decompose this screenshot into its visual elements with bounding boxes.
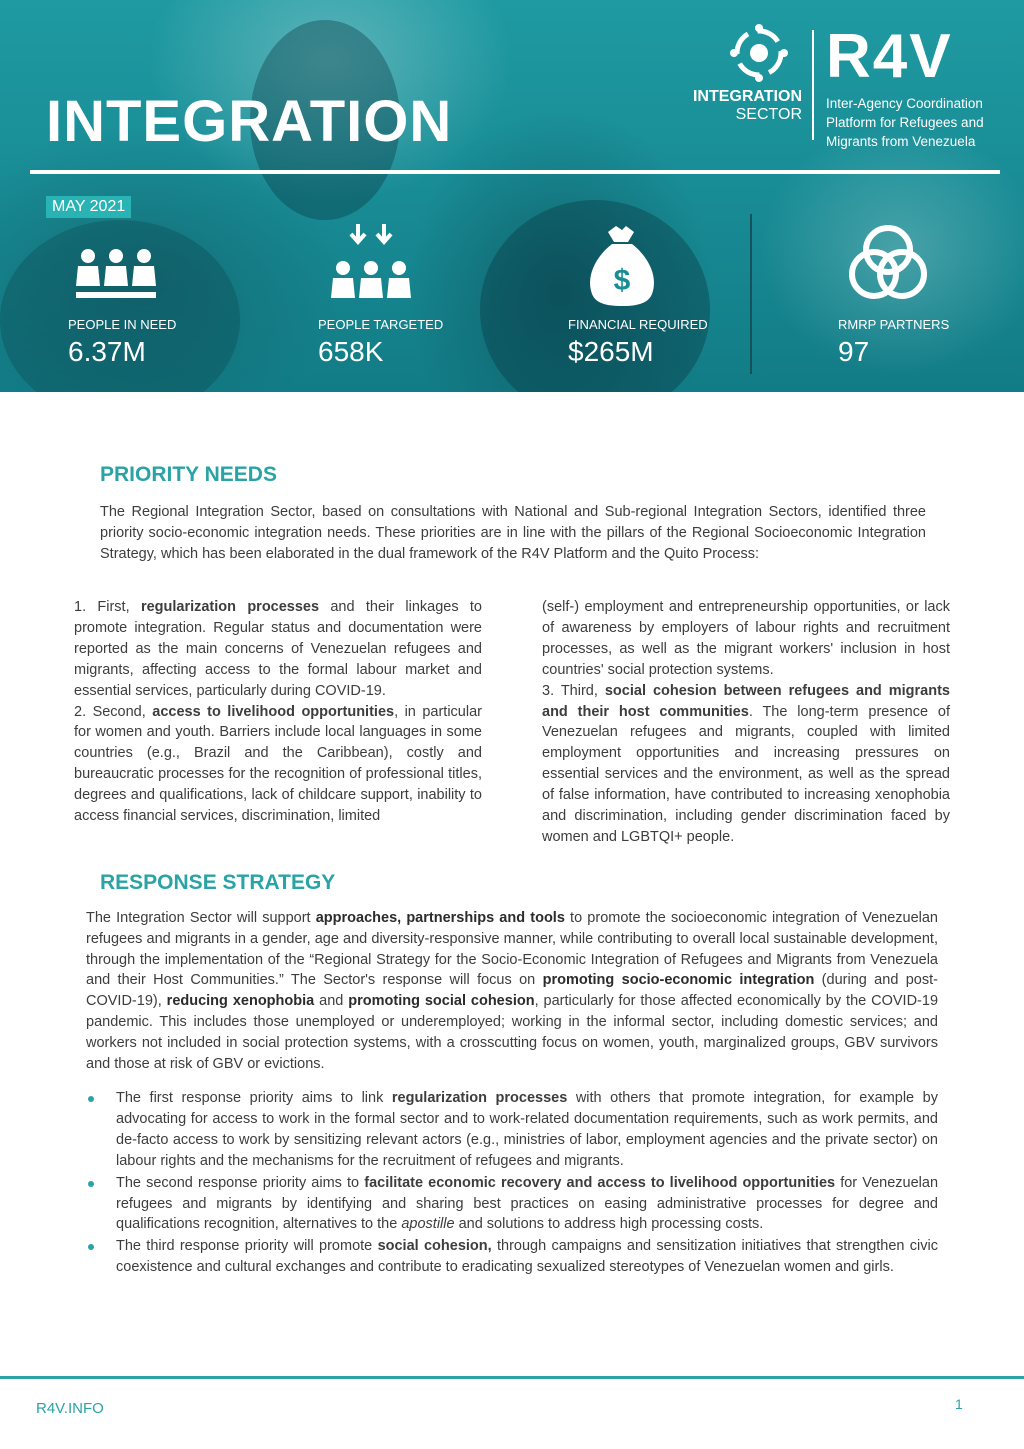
text-run: and their linkages to promote integration. Regular status and documentation were reported as the main concerns of Venezuelan refugees and migrants, affecting access to the formal labour market and essential services, particularly during COVID-19. [74,599,482,699]
response-strategy-heading: RESPONSE STRATEGY [100,871,336,894]
text-run: and solutions to address high processing costs. [454,1216,764,1233]
text-run-bold: access to livelihood opportunities [152,703,395,720]
response-priorities-list [86,1088,938,1279]
title-divider [30,170,1000,174]
list-item [86,1173,938,1236]
kpi-label: RMRP PARTNERS [838,317,950,332]
priority-need-2-continued: (self-) employment and entrepreneurship opportunities, or lack of awareness by employers of labour rights and recruitment processes, as well as the migrant workers' inclusion in host countries' social protection systems. [542,599,950,678]
text-run-bold: social cohesion between refugees and migrants and their host communities [542,682,950,720]
footer-site-link[interactable]: R4V.INFO [36,1400,104,1417]
text-run-bold: approaches, partnerships and tools [315,910,565,926]
text-run: 1. First, [74,599,141,615]
text-run: , in particular for women and youth. Barriers include local languages in some countries (e.g., Brazil and the Caribbean), costly and bureaucratic processes for the recognition of professional titles, degrees and qualifications, lack of childcare support, inability to access financial services, discrimination, limited [74,703,482,825]
r4v-logo-block [826,22,1006,151]
kpi-divider [750,214,752,374]
r4v-logo: R4V [826,22,953,91]
sector-name: INTEGRATION [692,88,802,105]
r4v-description [826,94,1006,151]
bullet-icon [88,1244,94,1250]
text-run: 2. Second, [74,703,153,720]
svg-text:$: $ [613,264,631,297]
text-run-bold: reducing xenophobia [166,993,315,1010]
priority-needs-heading: PRIORITY NEEDS [100,463,277,486]
text-run: through campaigns and sensitization initiatives that strengthen civic coexistence and cultural exchanges and contribute to eradicating sexualized stereotypes of Venezuelan women and girls. [116,1238,938,1276]
text-run-bold: regularization processes [140,599,320,615]
text-run: 3. Third, [542,682,605,699]
text-run: (during and post-COVID-19), [86,972,938,1010]
text-run-bold: social cohesion, [377,1238,492,1255]
list-item [86,1236,938,1278]
text-run: The third response priority will promote [116,1238,378,1255]
text-run: with others that promote integration, for example by advocating for access to work in the formal sector and to work-related documentation requirements, such as work permits, and de-facto access to work by sensitizing relevant actors (e.g., ministries of labor, employment agencies and the private sector) on labour rights and the mechanisms for the recruitment of refugees and migrants. [116,1090,938,1169]
response-intro [86,908,938,1074]
kpi-people-targeted [318,218,443,368]
priority-column-right [542,597,950,848]
kpi-value: 97 [838,336,870,367]
text-run-bold: promoting social cohesion [348,993,535,1010]
text-run: The first response priority aims to link [116,1090,392,1106]
priority-column-left [74,597,482,827]
r4v-description-line: Platform for Refugees and [826,115,984,130]
text-run-bold: regularization processes [391,1090,568,1106]
text-run: for Venezuelan refugees and migrants by identifying and sharing best practices on easing administrative processes for degree and qualifications recognition, alternatives to the [116,1174,939,1233]
sector-logo [690,22,802,124]
text-run-italic: apostille [401,1216,455,1233]
date-badge: MAY 2021 [46,196,131,218]
list-item [86,1088,938,1172]
kpi-label: PEOPLE IN NEED [68,317,177,332]
logo-divider [812,30,814,140]
kpi-value: $265M [568,336,654,367]
text-run: to promote the socioeconomic integration of Venezuelan refugees and migrants in a gender, age and diversity-responsive manner, while contributing to overall local sustainable development, through the implementation of the “Regional Strategy for the Socio-Economic Integration of Refugees and Migrants from Venezuela and their Host Communities.” The Sector's response will focus on [86,910,938,989]
priority-need-2 [74,702,482,827]
bullet-icon [88,1096,94,1102]
text-run: The second response priority aims to [116,1174,365,1191]
sector-subtitle: SECTOR [735,106,802,123]
integration-sector-icon [728,22,790,84]
kpi-value: 658K [318,336,384,367]
text-run-bold: promoting socio-economic integration [542,972,815,989]
page-number: 1 [955,1396,963,1412]
text-run: The Integration Sector will support [86,910,316,926]
text-run: . The long-term presence of Venezuelan refugees and migrants, coupled with limited employment opportunities and increasing pressures on essential services and the environment, as well as the spread of false information, have contributed to increasing xenophobia and discrimination, including gender discrimination faced by women and LGBTQI+ people. [542,703,950,845]
text-run-bold: facilitate economic recovery and access to livelihood opportunities [364,1174,836,1191]
text-run: and [314,993,349,1010]
priority-need-1 [74,597,482,702]
r4v-description-line: Inter-Agency Coordination [826,96,983,111]
kpi-value: 6.37M [68,336,146,367]
kpi-label: FINANCIAL REQUIRED [568,317,708,332]
text-run: , particularly for those affected economically by the COVID-19 pandemic. This includes those unemployed or underemployed; working in the informal sector, including domestic services; and workers not included in social protection systems, with a crosscutting focus on women, youth, marginalized groups, GBV survivors and those at risk of GBV or evictions. [86,993,939,1072]
r4v-description-line: Migrants from Venezuela [826,134,976,149]
header-banner [0,0,1024,392]
people-group-icon [68,218,168,313]
kpi-financial-required [568,218,708,368]
priority-intro: The Regional Integration Sector, based on consultations with National and Sub-regional Integration Sectors, identified three priority socio-economic integration needs. These priorities are in line with the pillars of the Regional Socioeconomic Integration Strategy, which has been elaborated in the dual framework of the R4V Platform and the Quito Process: [100,504,926,562]
partners-rings-icon [838,218,938,313]
people-targeted-icon [318,218,418,313]
priority-need-3 [542,681,950,848]
kpi-rmrp-partners [838,218,949,368]
money-bag-icon [568,218,668,313]
bullet-icon [88,1181,94,1187]
kpi-label: PEOPLE TARGETED [318,317,444,332]
footer-divider [0,1376,1024,1379]
page-title: INTEGRATION [46,89,453,154]
kpi-people-in-need [68,218,176,368]
